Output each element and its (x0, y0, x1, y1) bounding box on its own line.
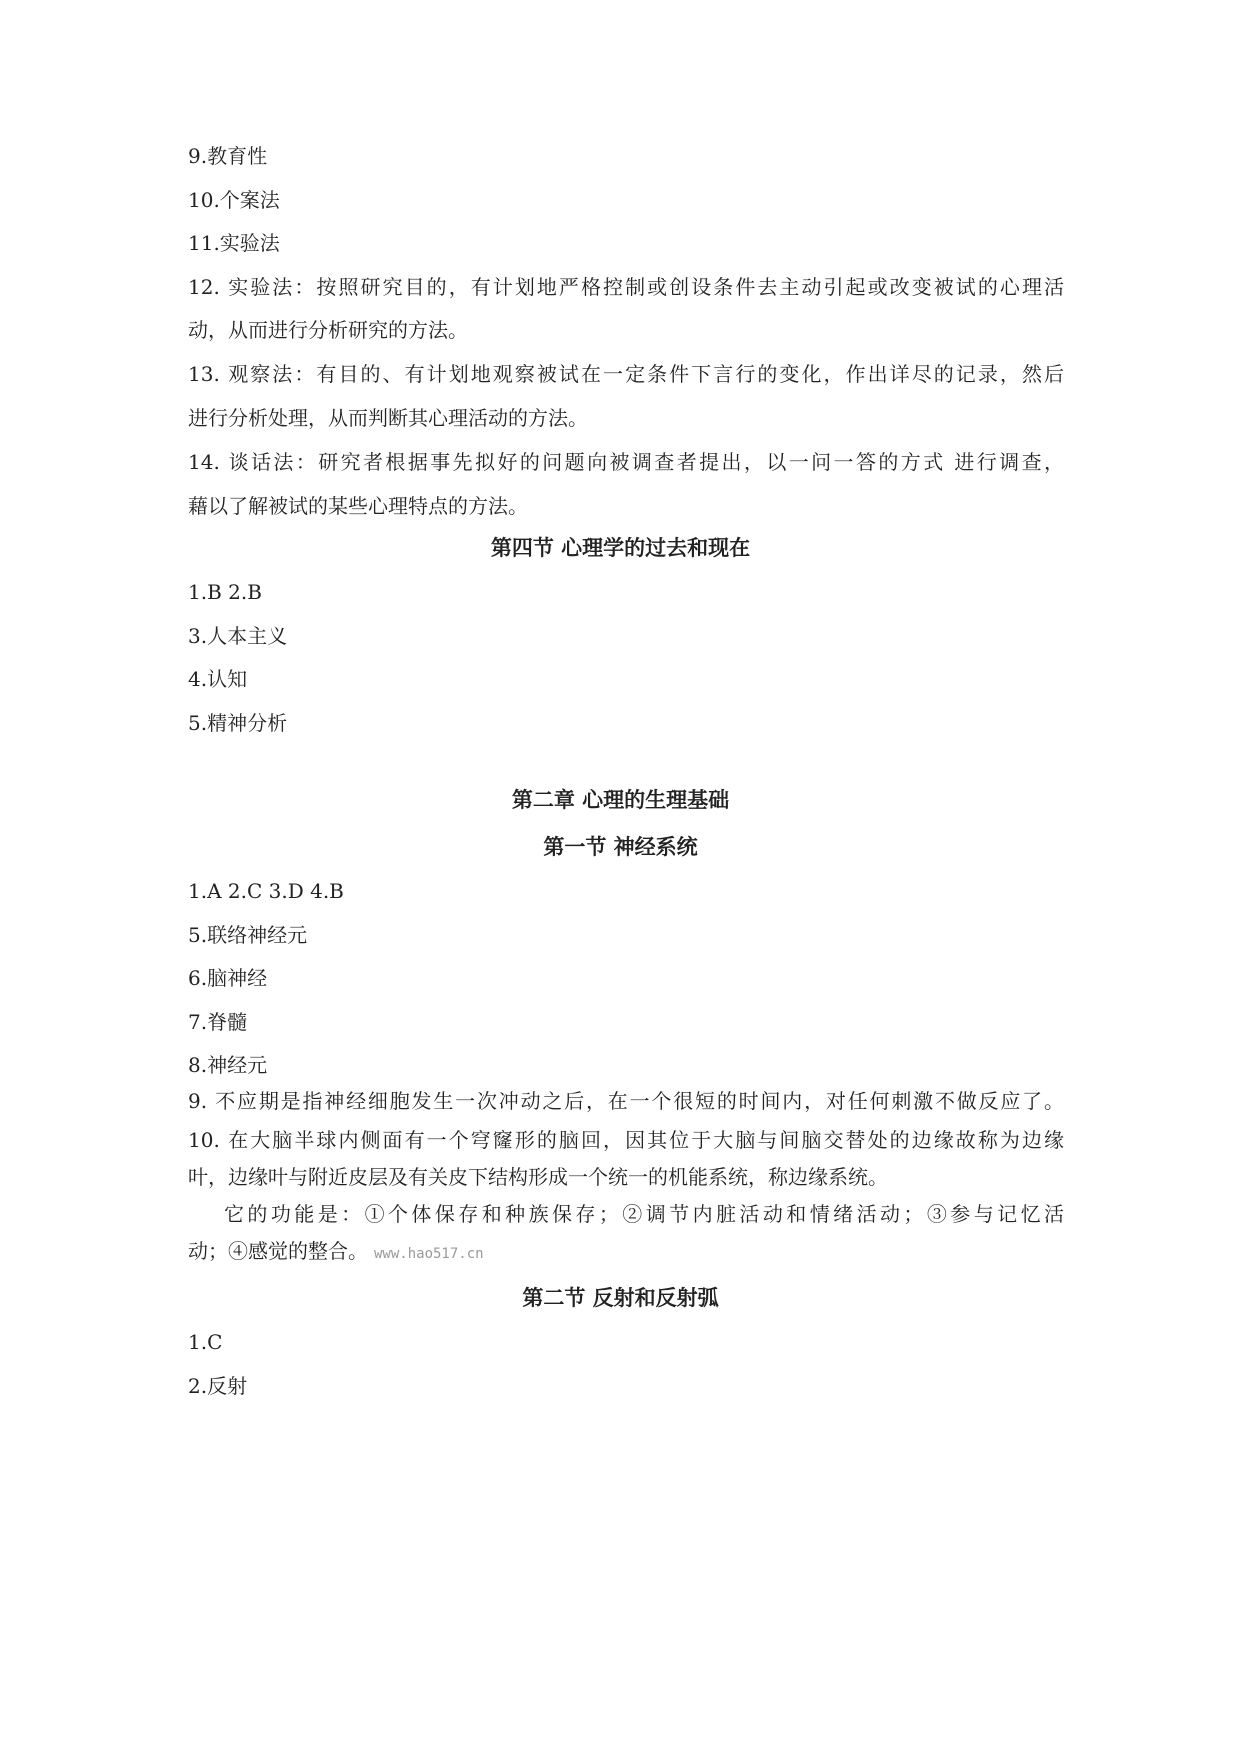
answer-line: 4.认知 (188, 667, 248, 691)
answer-line: 9. 不应期是指神经细胞发生一次冲动之后，在一个很短的时间内，对任何刺激不做反应了。 (188, 1089, 1064, 1113)
answer-line: 7.脊髓 (188, 1010, 248, 1034)
answer-line: 进行分析处理，从而判断其心理活动的方法。 (188, 406, 588, 430)
answer-line: 它的功能是：①个体保存和种族保存；②调节内脏活动和情绪活动；③参与记忆活 (224, 1202, 1064, 1226)
answer-line: 14. 谈话法：研究者根据事先拟好的问题向被调查者提出，以一问一答的方式 进行调查， (188, 450, 1064, 474)
section-heading: 第二节 反射和反射弧 (522, 1286, 719, 1310)
answer-line: 12. 实验法：按照研究目的，有计划地严格控制或创设条件去主动引起或改变被试的心理活 (188, 275, 1064, 299)
answer-line: 2.反射 (188, 1374, 248, 1398)
answer-line: 10. 在大脑半球内侧面有一个穹窿形的脑回，因其位于大脑与间脑交替处的边缘故称为边缘 (188, 1128, 1064, 1152)
answer-line (188, 1237, 484, 1268)
chapter-heading: 第二章 心理的生理基础 (511, 788, 730, 812)
answer-line: 3.人本主义 (188, 624, 288, 648)
answer-line: 6.脑神经 (188, 966, 268, 990)
answer-text: 动；④感觉的整合。 (188, 1239, 368, 1263)
answer-line: 1.B 2.B (188, 580, 262, 604)
answer-line: 11.实验法 (188, 231, 280, 255)
answer-line: 1.C (188, 1330, 223, 1354)
answer-line: 叶，边缘叶与附近皮层及有关皮下结构形成一个统一的机能系统，称边缘系统。 (188, 1165, 888, 1189)
answer-line: 9.教育性 (188, 144, 268, 168)
watermark-text: www.hao517.cn (374, 1246, 484, 1262)
answer-line: 13. 观察法：有目的、有计划地观察被试在一定条件下言行的变化，作出详尽的记录，然后 (188, 362, 1064, 386)
section-heading: 第四节 心理学的过去和现在 (490, 536, 751, 560)
answer-line: 8.神经元 (188, 1053, 268, 1077)
answer-line: 5.联络神经元 (188, 923, 308, 947)
answer-line: 动，从而进行分析研究的方法。 (188, 318, 468, 342)
answer-line: 藉以了解被试的某些心理特点的方法。 (188, 494, 528, 518)
section-heading: 第一节 神经系统 (543, 835, 698, 859)
answer-line: 5.精神分析 (188, 711, 288, 735)
answer-line: 1.A 2.C 3.D 4.B (188, 879, 344, 903)
answer-line: 10.个案法 (188, 188, 280, 212)
